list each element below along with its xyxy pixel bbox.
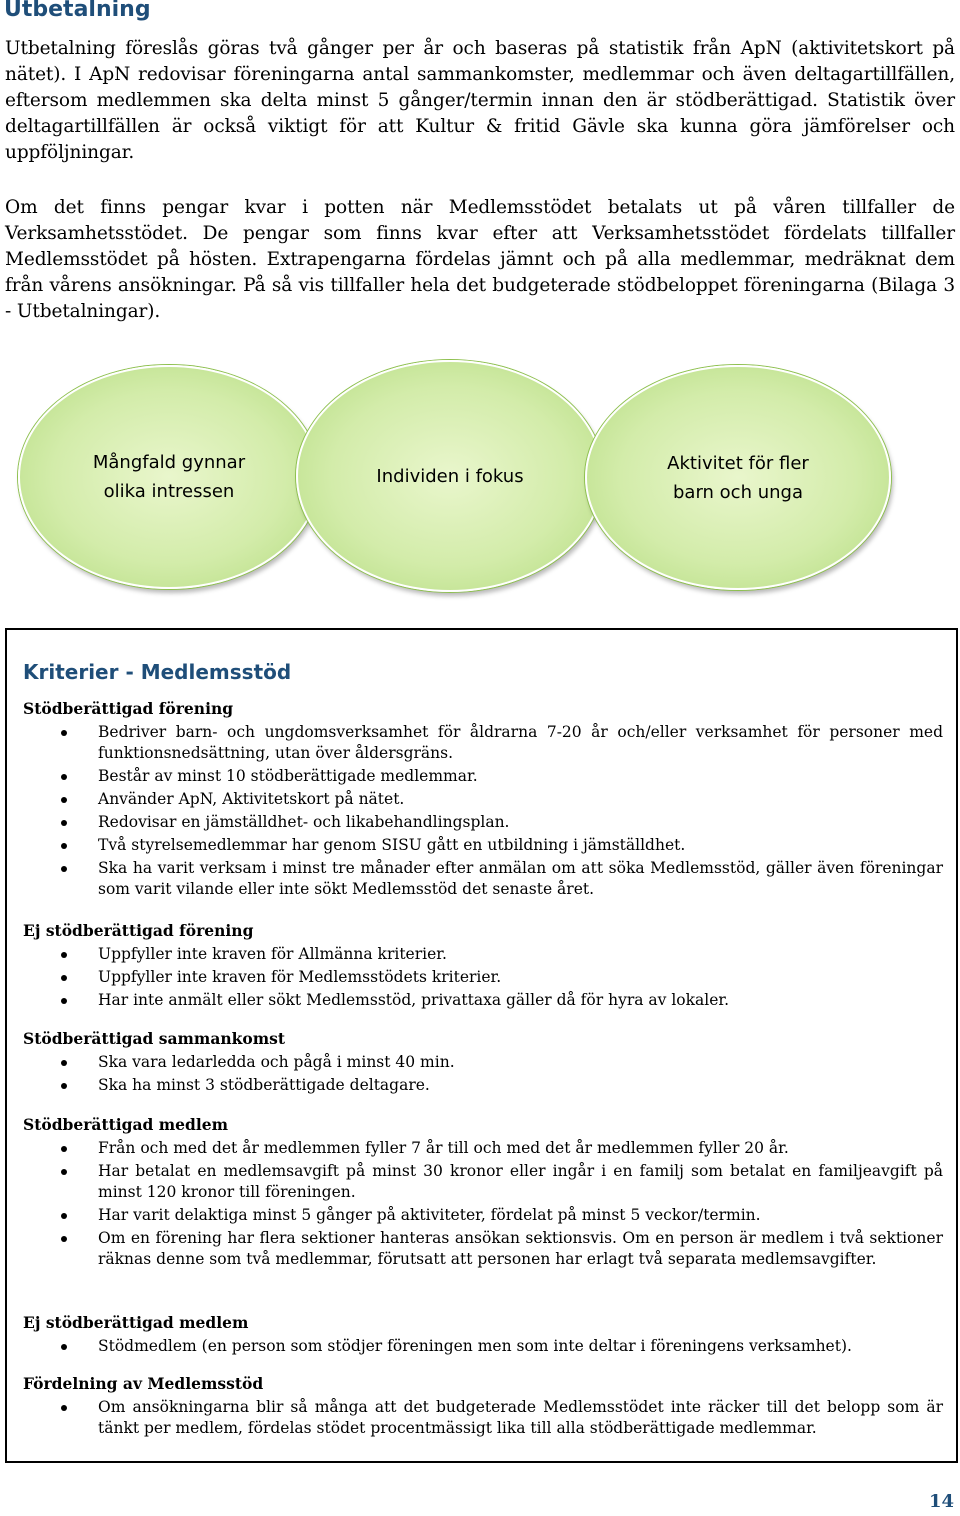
circle-label-line: olika intressen [103,481,235,502]
section-subheading: Ej stödberättigad medlem [23,1313,249,1332]
criteria-section [23,1028,943,1096]
list-item: Två styrelsemedlemmar har genom SISU gått en utbildning i jämställdhet. [23,835,943,856]
list-item: Om en förening har flera sektioner hanteras ansökan sektionsvis. Om en person är medlem i två sektioner räknas denne som två medlemmar, förutsatt att personen har erlagt två separata medlemsavgifter. [23,1228,943,1270]
section-subheading: Ej stödberättigad förening [23,921,254,940]
section-subheading: Stödberättigad medlem [23,1115,229,1134]
criteria-box [5,628,958,1463]
list-item: Ska vara ledarledda och pågå i minst 40 min. [23,1052,943,1073]
circle-label-line: Aktivitet för fler [667,452,809,474]
list-item: Har betalat en medlemsavgift på minst 30 kronor eller ingår i en familj som betalat en familjeavgift på minst 120 kronor till föreningen. [23,1161,943,1203]
list-item: Uppfyller inte kraven för Allmänna kriterier. [23,944,943,965]
criteria-section [23,920,943,1011]
criteria-title: Kriterier - Medlemsstöd [23,660,292,684]
section-heading: Utbetalning [4,0,151,22]
list-item: Har varit delaktiga minst 5 gånger på aktiviteter, fördelat på minst 5 veckor/termin. [23,1205,943,1226]
list-item: Ska ha minst 3 stödberättigade deltagare. [23,1075,943,1096]
list-item: Redovisar en jämställdhet- och likabehandlingsplan. [23,812,943,833]
section-subheading: Stödberättigad sammankomst [23,1029,286,1048]
list-item: Stödmedlem (en person som stödjer föreningen men som inte deltar i föreningens verksamhet). [23,1336,943,1357]
redistribution-paragraph: Om det finns pengar kvar i potten när Medlemsstödet betalats ut på våren tillfaller de Verksamhetsstödet. De pengar som finns kvar efter att Verksamhetsstödet fördelats tillfaller Medlemsstödet på hösten. Extrapengarna fördelas jämnt och på alla medlemmar, medräknat dem från vårens ansökningar. På så vis tillfaller hela det budgeterade stödbeloppet föreningarna (Bilaga 3 - Utbetalningar). [5,197,955,322]
criteria-section [23,1373,943,1439]
intro-paragraph: Utbetalning föreslås göras två gånger per år och baseras på statistik från ApN (aktivitetskort på nätet). I ApN redovisar föreningarna antal sammankomster, medlemmar och även deltagartillfällen, eftersom medlemmen ska delta minst 5 gånger/termin innan den är stödberättigad. Statistik över deltagartillfällen är också viktigt för att Kultur & fritid Gävle ska kunna göra jämförelser och uppföljningar. [5,38,955,163]
section-subheading: Stödberättigad förening [23,699,234,718]
value-circle-individual [296,360,604,592]
value-circle-diversity [18,365,320,589]
criteria-list [23,1397,943,1439]
circle-label-line: Individen i fokus [376,465,524,487]
list-item: Använder ApN, Aktivitetskort på nätet. [23,789,943,810]
values-diagram [0,360,960,600]
page-number: 14 [928,1491,954,1512]
criteria-section [23,1312,943,1357]
section-subheading: Fördelning av Medlemsstöd [23,1374,264,1393]
list-item: Ska ha varit verksam i minst tre månader efter anmälan om att söka Medlemsstöd, gäller även föreningar som varit vilande eller inte sökt Medlemsstöd det senaste året. [23,858,943,900]
circle-label-line: Mångfald gynnar [92,452,246,473]
list-item: Uppfyller inte kraven för Medlemsstödets kriterier. [23,967,943,988]
criteria-list [23,1336,943,1357]
value-circle-activity [585,365,891,590]
list-item: Om ansökningarna blir så många att det budgeterade Medlemsstödet inte räcker till det belopp som är tänkt per medlem, fördelas stödet procentmässigt lika till alla stödberättigade medlemmar. [23,1397,943,1439]
list-item: Från och med det år medlemmen fyller 7 år till och med det år medlemmen fyller 20 år. [23,1138,943,1159]
criteria-section [23,698,943,900]
list-item: Har inte anmält eller sökt Medlemsstöd, privattaxa gäller då för hyra av lokaler. [23,990,943,1011]
criteria-list [23,1052,943,1096]
criteria-section [23,1114,943,1270]
list-item: Består av minst 10 stödberättigade medlemmar. [23,766,943,787]
criteria-list [23,944,943,1011]
list-item: Bedriver barn- och ungdomsverksamhet för åldrarna 7-20 år och/eller verksamhet för personer med funktionsnedsättning, utan över åldersgräns. [23,722,943,764]
criteria-list [23,1138,943,1270]
criteria-list [23,722,943,900]
circle-label-line: barn och unga [673,481,803,503]
